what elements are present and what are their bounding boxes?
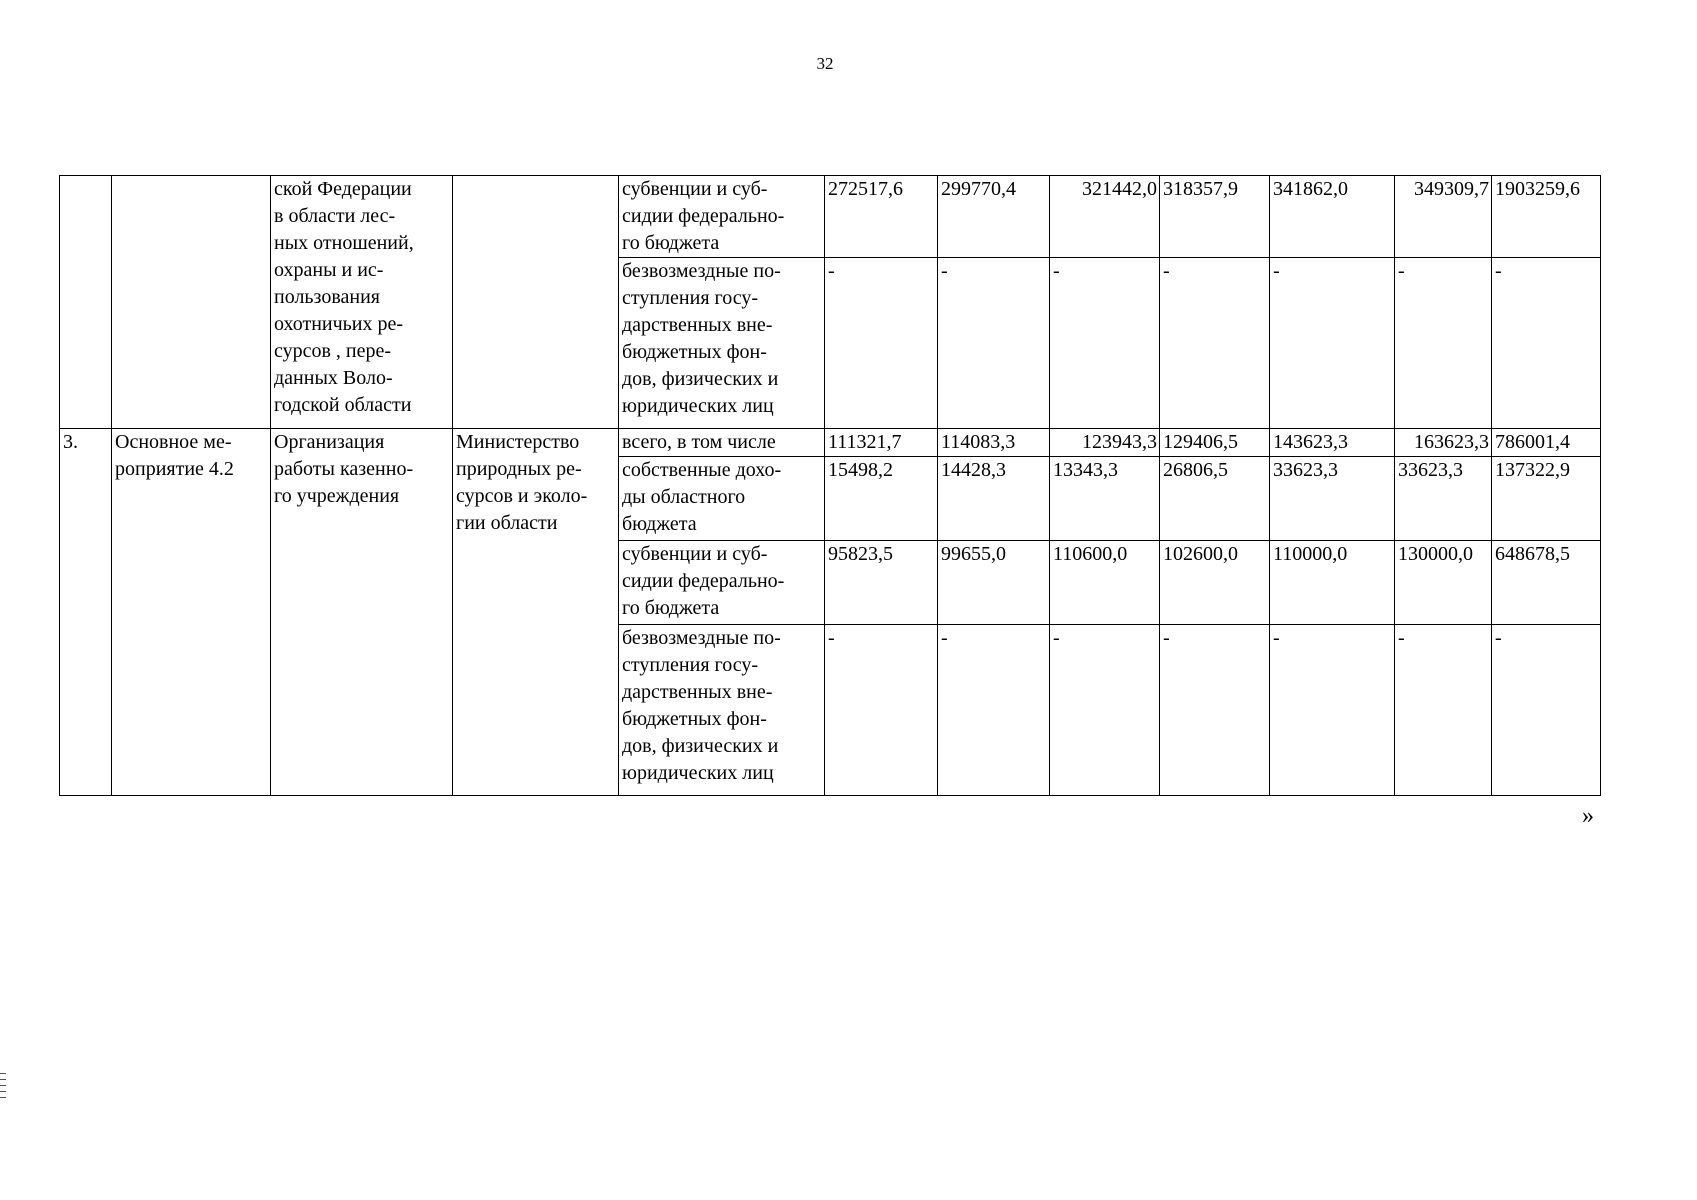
value-cell: 786001,4 (1492, 429, 1601, 457)
executor-cell (453, 176, 619, 429)
source-cell: всего, в том числе (619, 429, 825, 457)
value-cell: - (1395, 625, 1492, 796)
value-cell: 123943,3 (1050, 429, 1160, 457)
event-cell (112, 176, 271, 429)
closing-quote: » (1582, 803, 1594, 829)
value-cell: 99655,0 (938, 541, 1050, 625)
executor-cell: Министерство природных ре- сурсов и эколо- гии области (453, 429, 619, 796)
value-cell: - (1270, 625, 1395, 796)
page-number: 32 (816, 54, 834, 73)
source-cell: собственные дохо- ды областного бюджета (619, 457, 825, 541)
value-cell: 14428,3 (938, 457, 1050, 541)
value-cell: 349309,7 (1395, 176, 1492, 258)
source-cell: субвенции и суб- сидии федерально- го бюджета (619, 541, 825, 625)
scan-margin-marks (0, 1073, 6, 1103)
value-cell: - (938, 625, 1050, 796)
value-cell: 110600,0 (1050, 541, 1160, 625)
value-cell: 33623,3 (1270, 457, 1395, 541)
value-cell: 33623,3 (1395, 457, 1492, 541)
value-cell: 321442,0 (1050, 176, 1160, 258)
table-row (60, 176, 1601, 258)
value-cell: 272517,6 (825, 176, 938, 258)
value-cell: 299770,4 (938, 176, 1050, 258)
value-cell: 130000,0 (1395, 541, 1492, 625)
value-cell: 163623,3 (1395, 429, 1492, 457)
value-cell: - (1160, 625, 1270, 796)
value-cell: 143623,3 (1270, 429, 1395, 457)
value-cell: 102600,0 (1160, 541, 1270, 625)
value-cell: 110000,0 (1270, 541, 1395, 625)
value-cell: 648678,5 (1492, 541, 1601, 625)
value-cell: - (1050, 625, 1160, 796)
number-cell (60, 176, 112, 429)
value-cell: - (825, 258, 938, 429)
value-cell: 111321,7 (825, 429, 938, 457)
name-cell: Организация работы казенно- го учреждения (271, 429, 453, 796)
value-cell: 95823,5 (825, 541, 938, 625)
source-cell: безвозмездные по- ступления госу- дарственных вне- бюджетных фон- дов, физических и юридических лиц (619, 625, 825, 796)
source-cell: субвенции и суб- сидии федерально- го бюджета (619, 176, 825, 258)
value-cell: - (825, 625, 938, 796)
value-cell: - (938, 258, 1050, 429)
value-cell: - (1050, 258, 1160, 429)
value-cell: - (1270, 258, 1395, 429)
source-cell: безвозмездные по- ступления госу- дарственных вне- бюджетных фон- дов, физических и юридических лиц (619, 258, 825, 429)
value-cell: 1903259,6 (1492, 176, 1601, 258)
value-cell: 137322,9 (1492, 457, 1601, 541)
table-row (60, 429, 1601, 457)
value-cell: 26806,5 (1160, 457, 1270, 541)
value-cell: 15498,2 (825, 457, 938, 541)
number-cell: 3. (60, 429, 112, 796)
value-cell: - (1395, 258, 1492, 429)
value-cell: 129406,5 (1160, 429, 1270, 457)
value-cell: - (1492, 625, 1601, 796)
budget-table (59, 175, 1601, 796)
name-cell: ской Федерации в области лес- ных отношений, охраны и ис- пользования охотничьих ре- сурсов , пере- данных Воло- годской области (271, 176, 453, 429)
value-cell: 114083,3 (938, 429, 1050, 457)
value-cell: 318357,9 (1160, 176, 1270, 258)
value-cell: - (1492, 258, 1601, 429)
value-cell: - (1160, 258, 1270, 429)
value-cell: 341862,0 (1270, 176, 1395, 258)
value-cell: 13343,3 (1050, 457, 1160, 541)
event-cell: Основное ме- роприятие 4.2 (112, 429, 271, 796)
